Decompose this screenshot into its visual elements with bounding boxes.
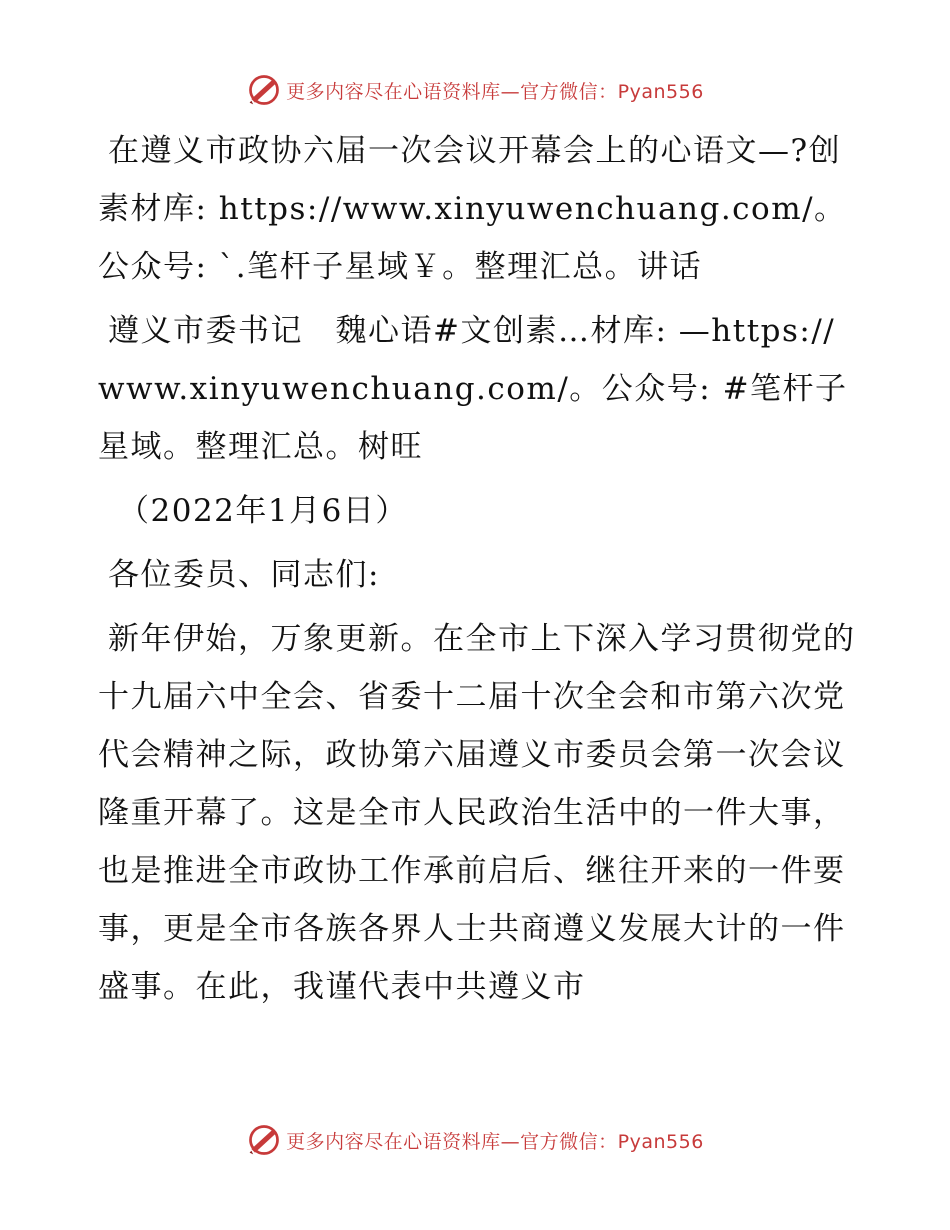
header-banner — [0, 70, 950, 110]
footer-banner-text: 更多内容尽在心语资料库—官方微信：Pyan556 — [286, 1130, 704, 1153]
document-author: 遵义市委书记 魏心语#文创素…材库: —https://www.xinyuwenchuang.com/。公众号: #笔杆子星域。整理汇总。树旺 — [98, 313, 848, 465]
pen-circle-logo-icon — [246, 1122, 282, 1158]
document-title: 在遵义市政协六届一次会议开幕会上的心语文—?创素材库: https://www.xinyuwenchuang.com/。公众号: `.笔杆子星域￥。整理汇总。讲话 — [98, 133, 847, 285]
document-body — [98, 122, 858, 1016]
salutation: 各位委员、同志们: — [108, 557, 380, 593]
pen-circle-logo-icon — [246, 72, 282, 108]
header-banner-text: 更多内容尽在心语资料库—官方微信：Pyan556 — [286, 80, 704, 103]
document-date: （2022年1月6日） — [118, 493, 408, 529]
footer-banner — [0, 1120, 950, 1160]
body-paragraph: 新年伊始，万象更新。在全市上下深入学习贯彻党的十九届六中全会、省委十二届十次全会和市第六次党代会精神之际，政协第六届遵义市委员会第一次会议隆重开幕了。这是全市人民政治生活中的一件大事，也是推进全市政协工作承前启后、继往开来的一件要事，更是全市各族各界人士共商遵义发展大计的一件盛事。在此，我谨代表中共遵义市 — [98, 621, 856, 1005]
